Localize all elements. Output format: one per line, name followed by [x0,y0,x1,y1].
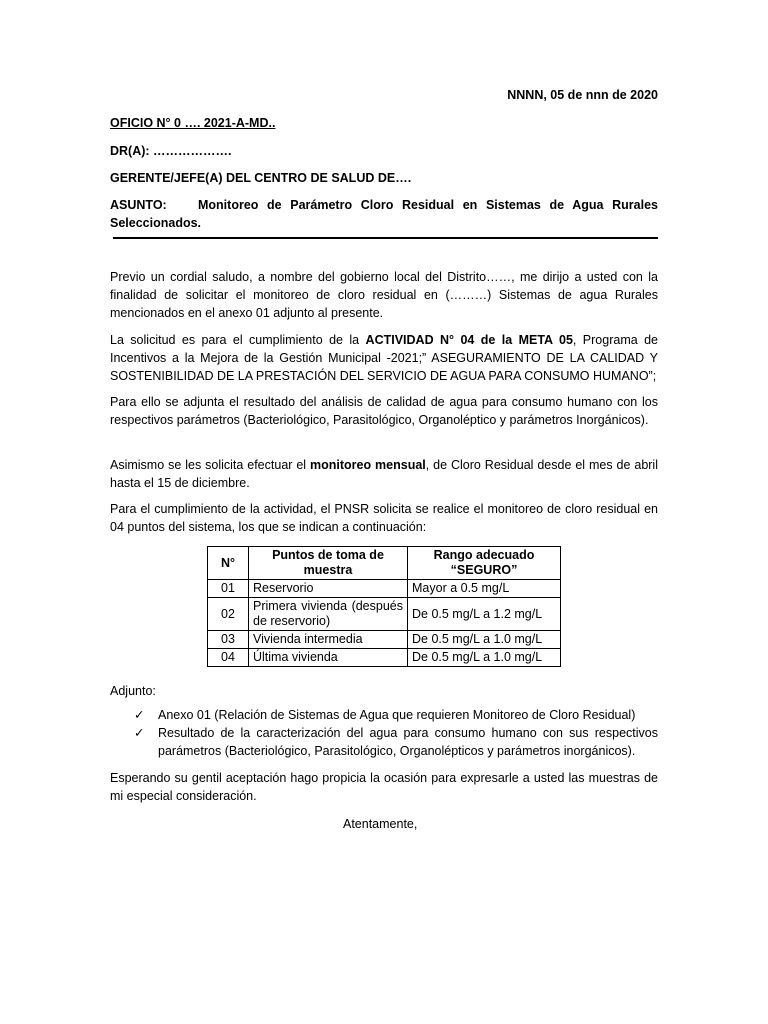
list-item [134,724,658,760]
row-sampling-point: Primera vivienda (después de reservorio) [249,598,408,631]
attachment-text: Resultado de la caracterización del agua para consumo humano con sus respectivos parámetros (Bacteriológico, Parasitológico, Organolépticos y parámetros inorgánicos). [158,726,658,758]
paragraph-activity-text-2: , Programa de Incentivos a la Mejora de la Gestión Municipal -2021;” ASEGURAMIENTO DE LA CALIDAD Y SOSTENIBILIDAD DE LA PRESTACIÓN DEL SERVICIO DE AGUA PARA CONSUMO HUMANO”; [110,333,658,383]
attachments-list [134,706,658,760]
row-safe-range: De 0.5 mg/L a 1.0 mg/L [408,649,561,667]
row-number: 04 [208,649,249,667]
paragraph-points: Para el cumplimiento de la actividad, el PNSR solicita se realice el monitoreo de cloro residual en 04 puntos del sistema, los que se indican a continuación: [110,502,658,534]
subject-label: ASUNTO: [110,198,167,212]
subject-text: Monitoreo de Parámetro Cloro Residual en Sistemas de Agua Rurales Seleccionados. [110,198,658,230]
date-line: NNNN, 05 de nnn de 2020 [507,88,658,102]
table-row [208,580,561,598]
row-sampling-point: Última vivienda [249,649,408,667]
subject-block [110,196,658,232]
recipient-title: GERENTE/JEFE(A) DEL CENTRO DE SALUD DE…. [110,171,412,185]
paragraph-analysis: Para ello se adjunta el resultado del análisis de calidad de agua para consumo humano con los respectivos parámetros (Bacteriológico, Parasitológico, Organoléptico y parámetros Inorgánicos). [110,395,658,427]
checkmark-icon: ✓ [134,726,145,740]
attachment-text: Anexo 01 (Relación de Sistemas de Agua que requieren Monitoreo de Cloro Residual) [158,708,636,722]
table-row [208,598,561,631]
table-header-row [208,547,561,580]
sampling-points-table [207,546,561,667]
paragraph-monitoring-text-1: Asimismo se les solicita efectuar el [110,458,311,472]
row-sampling-point: Vivienda intermedia [249,631,408,649]
paragraph-monitoring-text-2: , de Cloro Residual desde el mes de abril hasta el 15 de diciembre. [110,458,658,490]
row-safe-range: Mayor a 0.5 mg/L [408,580,561,598]
sign-off: Atentamente, [343,817,418,831]
oficio-number: OFICIO N° 0 …. 2021-A-MD.. [110,116,276,130]
paragraph-monitoring [110,456,658,492]
paragraph-monitoring-bold: monitoreo mensual [310,458,426,472]
paragraph-intro: Previo un cordial saludo, a nombre del gobierno local del Distrito……, me dirijo a usted con la finalidad de solicitar el monitoreo de cloro residual en (………) Sistemas de agua Rurales mencionados en el anexo 01 adjunto al presente. [110,270,658,320]
checkmark-icon: ✓ [134,708,145,722]
list-item [134,706,658,724]
recipient-name: DR(A): ………………. [110,144,232,158]
header-number: N° [208,547,249,580]
closing-paragraph: Esperando su gentil aceptación hago propicia la ocasión para expresarle a usted las muestras de mi especial consideración. [110,771,658,803]
paragraph-activity-text-1: La solicitud es para el cumplimiento de la [110,333,366,347]
table-row [208,631,561,649]
row-safe-range: De 0.5 mg/L a 1.2 mg/L [408,598,561,631]
row-number: 03 [208,631,249,649]
row-sampling-point: Reservorio [249,580,408,598]
row-number: 01 [208,580,249,598]
header-safe-range: Rango adecuado “SEGURO” [408,547,561,580]
paragraph-activity [110,331,658,385]
header-sampling-point: Puntos de toma de muestra [249,547,408,580]
table-row [208,649,561,667]
attachments-label: Adjunto: [110,684,156,698]
row-number: 02 [208,598,249,631]
row-safe-range: De 0.5 mg/L a 1.0 mg/L [408,631,561,649]
paragraph-activity-bold: ACTIVIDAD N° 04 de la META 05 [365,333,573,347]
subject-divider [113,237,658,239]
